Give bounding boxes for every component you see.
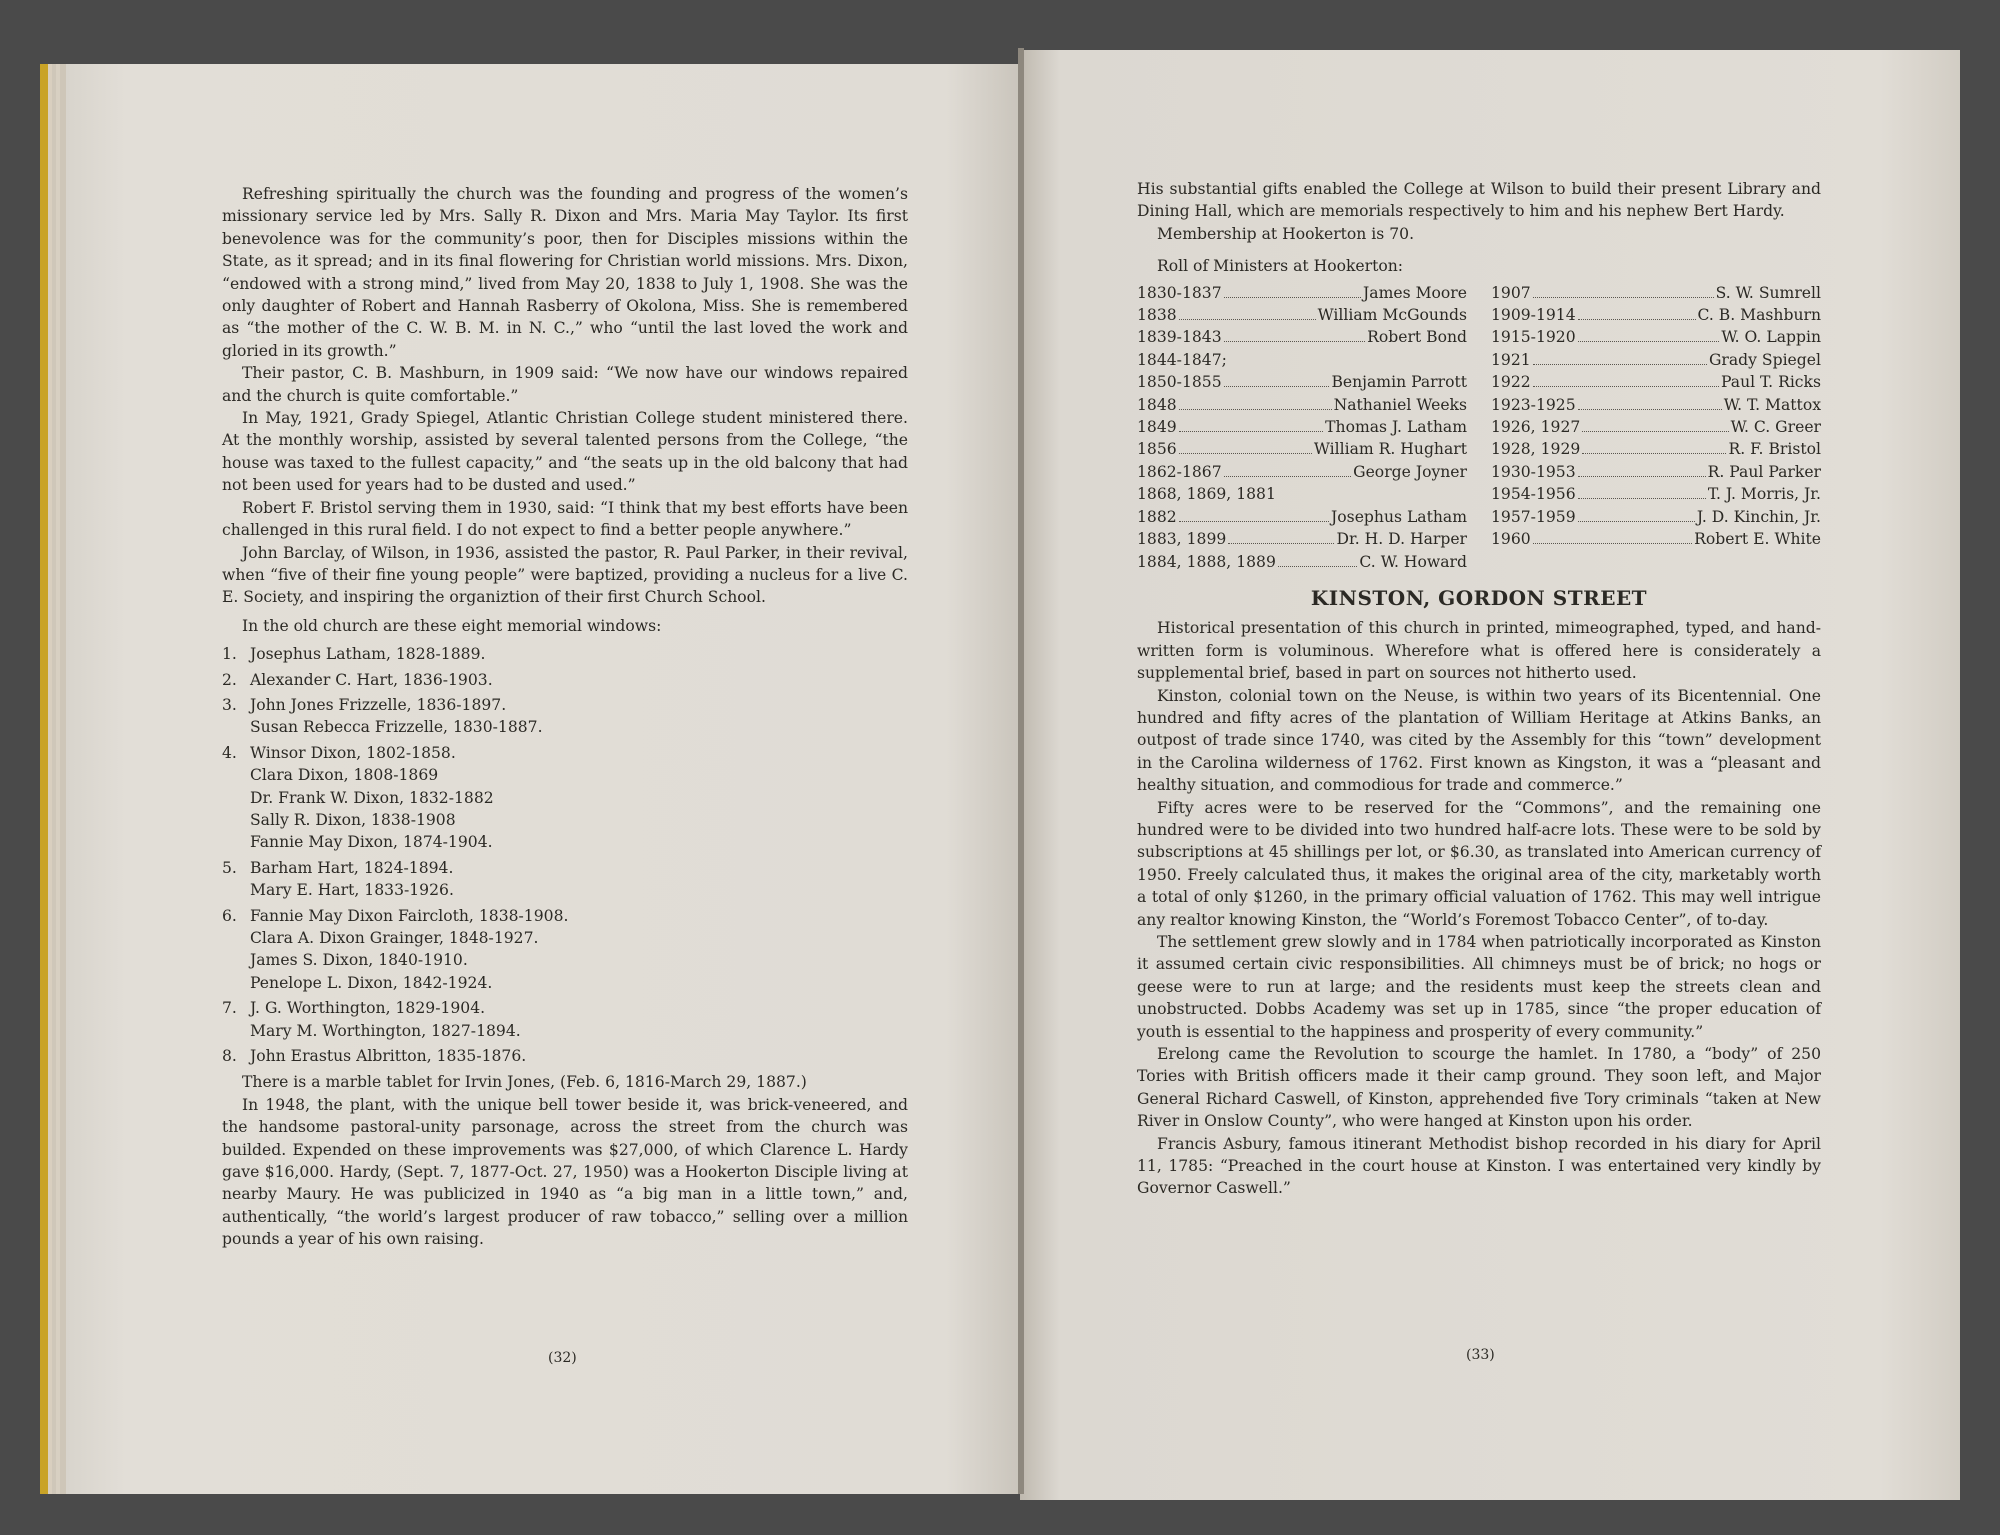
roll-entry	[1137, 528, 1467, 550]
roll-entry	[1491, 349, 1821, 371]
memorial-number: 2.	[222, 670, 237, 689]
roll-years: 1909-1914	[1491, 306, 1576, 325]
roll-minister-name: William McGounds	[1317, 306, 1467, 325]
dot-leader	[1224, 297, 1361, 298]
roll-entry	[1491, 461, 1821, 483]
memorial-name: Clara A. Dixon Grainger, 1848-1927.	[250, 929, 539, 947]
roll-years: 1849	[1137, 418, 1177, 437]
memorial-number: 7.	[222, 999, 237, 1018]
memorial-number: 4.	[222, 743, 237, 762]
paragraph: Their pastor, C. B. Mashburn, in 1909 said: “We now have our windows repaired and the church is quite comfortable.”	[222, 364, 908, 405]
roll-years: 1915-1920	[1491, 328, 1576, 347]
section-heading: KINSTON, GORDON STREET	[1310, 585, 1648, 610]
dot-leader	[1582, 431, 1728, 432]
memorial-name: J. G. Worthington, 1829-1904.	[250, 999, 486, 1018]
memorial-name: Mary E. Hart, 1833-1926.	[250, 881, 454, 900]
memorial-number: 1.	[222, 645, 237, 664]
roll-entry	[1137, 304, 1467, 326]
roll-entry	[1137, 349, 1467, 371]
roll-entry	[1491, 282, 1821, 304]
memorial-item	[222, 694, 908, 739]
roll-years: 1868, 1869, 1881	[1137, 485, 1276, 504]
memorial-names	[250, 742, 494, 854]
memorial-number: 8.	[222, 1047, 237, 1066]
roll-of-ministers	[1137, 282, 1821, 573]
memorial-names	[250, 1045, 526, 1067]
roll-years: 1960	[1491, 530, 1531, 549]
dot-leader	[1179, 319, 1316, 320]
roll-years: 1862-1867	[1137, 462, 1222, 481]
memorial-name: Barham Hart, 1824-1894.	[250, 858, 454, 877]
roll-years: 1921	[1491, 350, 1531, 369]
roll-entry	[1137, 461, 1467, 483]
roll-years: 1838	[1137, 306, 1177, 325]
dot-leader	[1179, 409, 1332, 410]
roll-minister-name: Robert Bond	[1367, 328, 1467, 347]
roll-entry	[1137, 483, 1467, 505]
roll-years: 1830-1837	[1137, 283, 1222, 302]
roll-minister-name: W. T. Mattox	[1723, 395, 1821, 414]
memorial-item	[222, 1045, 908, 1067]
roll-entry	[1137, 506, 1467, 528]
memorial-name: Sally R. Dixon, 1838-1908	[250, 810, 456, 829]
roll-minister-name: William R. Hughart	[1313, 440, 1467, 459]
roll-years: 1856	[1137, 440, 1177, 459]
memorial-name: Alexander C. Hart, 1836-1903.	[250, 670, 493, 689]
roll-minister-name: R. Paul Parker	[1707, 462, 1821, 481]
dot-leader	[1578, 409, 1722, 410]
roll-years: 1954-1956	[1491, 485, 1576, 504]
roll-column-right	[1491, 282, 1821, 573]
memorial-name: James S. Dixon, 1840-1910.	[250, 951, 468, 970]
memorial-name: Winsor Dixon, 1802-1858.	[250, 743, 456, 762]
roll-entry	[1137, 416, 1467, 438]
roll-years: 1923-1925	[1491, 395, 1576, 414]
paragraph: Robert F. Bristol serving them in 1930, said: “I think that my best efforts have been challenged in this rural field. I do not expect to find a better people anywhere.”	[222, 498, 908, 540]
roll-minister-name: Robert E. White	[1694, 530, 1821, 549]
memorial-number: 3.	[222, 695, 237, 714]
roll-years: 1957-1959	[1491, 507, 1576, 526]
roll-years: 1907	[1491, 283, 1531, 302]
roll-minister-name: Nathaniel Weeks	[1333, 395, 1467, 414]
memorial-name: Susan Rebecca Frizzelle, 1830-1887.	[250, 718, 543, 737]
dot-leader	[1533, 543, 1692, 544]
paragraph: Kinston, colonial town on the Neuse, is within two years of its Bicentennial. One hundred and fifty acres of the plantation of William Heritage at Atkins Banks, an outpost of trade since 1740, was cited by the Assembly for this “town” development in the Carolina wilderness of 1762. First known as Kingston, it was a “pleasant and healthy situation, and commodious for trade and commerce.”	[1137, 686, 1821, 795]
paragraph: In May, 1921, Grady Spiegel, Atlantic Christian College student ministered there. At the monthly worship, assisted by several talented persons from the College, “the house was taxed to the fullest capacity,” and “the seats up in the old balcony that had not been used for years had to be dusted and used.”	[222, 409, 908, 495]
left-page-text	[222, 183, 908, 1251]
memorial-names	[250, 997, 521, 1042]
dot-leader	[1578, 498, 1706, 499]
memorial-item	[222, 669, 908, 691]
paragraph: In the old church are these eight memorial windows:	[242, 616, 662, 635]
memorial-name: Fannie May Dixon Faircloth, 1838-1908.	[250, 906, 569, 925]
roll-entry	[1491, 326, 1821, 348]
roll-years: 1883, 1899	[1137, 530, 1227, 549]
roll-minister-name: T. J. Morris, Jr.	[1707, 485, 1821, 504]
roll-entry	[1137, 394, 1467, 416]
roll-entry	[1137, 326, 1467, 348]
memorial-windows-list	[222, 643, 908, 1067]
memorial-number: 6.	[222, 906, 237, 925]
memorial-names	[250, 694, 543, 739]
paragraph: In 1948, the plant, with the unique bell tower beside it, was brick-veneered, and the handsome pastoral-unity parsonage, across the street from the church was builded. Expended on these improvements was $27,000, of which Clarence L. Hardy gave $16,000. Hardy, (Sept. 7, 1877-Oct. 27, 1950) was a Hookerton Disciple living at nearby Maury. He was publicized in 1940 as “a big man in a little town,” and, authentically, “the world’s largest producer of raw tobacco,” selling over a million pounds a year of his own raising.	[222, 1095, 908, 1249]
memorial-item	[222, 742, 908, 854]
paragraph: Membership at Hookerton is 70.	[1157, 224, 1415, 243]
memorial-item	[222, 905, 908, 995]
roll-minister-name: George Joyner	[1353, 462, 1467, 481]
dot-leader	[1179, 453, 1312, 454]
roll-years: 1882	[1137, 507, 1177, 526]
roll-column-left	[1137, 282, 1467, 573]
roll-years: 1922	[1491, 373, 1531, 392]
dot-leader	[1224, 476, 1351, 477]
dot-leader	[1278, 566, 1358, 567]
paragraph: John Barclay, of Wilson, in 1936, assisted the pastor, R. Paul Parker, in their revival, when “five of their fine young people” were baptized, providing a nucleus for a live C. E. Society, and inspiring the organiztion of their first Church School.	[222, 543, 908, 607]
dot-leader	[1582, 453, 1726, 454]
roll-entry	[1137, 551, 1467, 573]
roll-entry	[1491, 371, 1821, 393]
roll-entry	[1491, 304, 1821, 326]
roll-minister-name: Grady Spiegel	[1708, 350, 1821, 369]
memorial-names	[250, 669, 493, 691]
roll-minister-name: Thomas J. Latham	[1325, 418, 1467, 437]
memorial-name: John Erastus Albritton, 1835-1876.	[250, 1047, 527, 1066]
dot-leader	[1179, 431, 1323, 432]
memorial-name: Fannie May Dixon, 1874-1904.	[250, 833, 493, 852]
paragraph: His substantial gifts enabled the College at Wilson to build their present Library and Dining Hall, which are memorials respectively to him and his nephew Bert Hardy.	[1137, 180, 1821, 221]
dot-leader	[1578, 476, 1706, 477]
right-page-text	[1137, 178, 1821, 1200]
paragraph: Fifty acres were to be reserved for the “Commons”, and the remaining one hundred were to be divided into two hundred half-acre lots. These were to be sold by subscriptions at 45 shillings per lot, or $6.30, as translated into American currency of 1950. Freely calculated thus, it makes the original area of the city, marketably worth a total of only $1260, in the primary official valuation of 1762. This may well intrigue any realtor knowing Kinston, the “World’s Foremost Tobacco Center”, of to-day.	[1137, 798, 1821, 929]
memorial-names	[250, 905, 568, 995]
memorial-name: Mary M. Worthington, 1827-1894.	[250, 1021, 521, 1040]
roll-entry	[1491, 506, 1821, 528]
dot-leader	[1578, 319, 1696, 320]
roll-entry	[1137, 438, 1467, 460]
roll-minister-name: James Moore	[1363, 283, 1467, 302]
roll-years: 1848	[1137, 395, 1177, 414]
dot-leader	[1224, 386, 1330, 387]
paragraph: There is a marble tablet for Irvin Jones, (Feb. 6, 1816-March 29, 1887.)	[242, 1073, 807, 1092]
roll-entry	[1137, 371, 1467, 393]
roll-entry	[1491, 528, 1821, 550]
roll-minister-name: Josephus Latham	[1331, 507, 1467, 526]
roll-years: 1844-1847;	[1137, 350, 1227, 369]
roll-minister-name: Benjamin Parrott	[1331, 373, 1467, 392]
roll-minister-name: J. D. Kinchin, Jr.	[1696, 507, 1821, 526]
memorial-item	[222, 857, 908, 902]
memorial-name: Josephus Latham, 1828-1889.	[250, 645, 486, 664]
dot-leader	[1533, 297, 1714, 298]
memorial-names	[250, 643, 485, 665]
roll-minister-name: W. O. Lappin	[1721, 328, 1821, 347]
memorial-name: Clara Dixon, 1808-1869	[250, 766, 439, 785]
roll-minister-name: C. W. Howard	[1359, 552, 1467, 571]
roll-years: 1850-1855	[1137, 373, 1222, 392]
paragraph: The settlement grew slowly and in 1784 when patriotically incorporated as Kinston it assumed certain civic responsibilities. All chimneys must be of brick; no hogs or geese were to run at large; and the residents must keep the streets clean and unobstructed. Dobbs Academy was set up in 1785, since “the proper education of youth is essential to the happiness and prosperity of every community.”	[1137, 933, 1821, 1041]
roll-years: 1930-1953	[1491, 462, 1576, 481]
page-number-left: (32)	[548, 1350, 577, 1366]
page-number-right: (33)	[1466, 1347, 1495, 1363]
dot-leader	[1578, 341, 1720, 342]
paragraph: Refreshing spiritually the church was the founding and progress of the women’s missionary service led by Mrs. Sally R. Dixon and Mrs. Maria May Taylor. Its first benevolence was for the community’s poor, then for Disciples missions within the State, as it spread; and in its final flowering for Christian world missions. Mrs. Dixon, “endowed with a strong mind,” lived from May 20, 1838 to July 1, 1908. She was the only daughter of Robert and Hannah Rasberry of Okolona, Miss. She is remembered as “the mother of the C. W. B. M. in N. C.,” who “until the last loved the work and gloried in its growth.”	[222, 185, 908, 360]
roll-minister-name: C. B. Mashburn	[1697, 306, 1821, 325]
dot-leader	[1533, 386, 1719, 387]
memorial-name: John Jones Frizzelle, 1836-1897.	[250, 695, 507, 714]
roll-years: 1926, 1927	[1491, 418, 1581, 437]
dot-leader	[1533, 364, 1707, 365]
memorial-name: Penelope L. Dixon, 1842-1924.	[250, 973, 493, 992]
dot-leader	[1224, 341, 1365, 342]
roll-years: 1884, 1888, 1889	[1137, 552, 1276, 571]
roll-minister-name: Dr. H. D. Harper	[1336, 530, 1467, 549]
roll-entry	[1491, 483, 1821, 505]
dot-leader	[1179, 521, 1329, 522]
roll-minister-name: R. F. Bristol	[1728, 440, 1821, 459]
roll-title: Roll of Ministers at Hookerton:	[1157, 257, 1404, 276]
book-spine	[1018, 48, 1024, 1494]
roll-minister-name: S. W. Sumrell	[1715, 283, 1821, 302]
paragraph: Historical presentation of this church in printed, mimeographed, typed, and hand-written form is voluminous. Wherefore what is offered here is considerately a supplemental brief, based in part on sources not hitherto used.	[1137, 619, 1821, 683]
roll-years: 1839-1843	[1137, 328, 1222, 347]
memorial-names	[250, 857, 454, 902]
memorial-name: Dr. Frank W. Dixon, 1832-1882	[250, 788, 494, 807]
roll-minister-name: Paul T. Ricks	[1720, 373, 1821, 392]
paragraph: Erelong came the Revolution to scourge the hamlet. In 1780, a “body” of 250 Tories with British officers made it their camp ground. They soon left, and Major General Richard Caswell, of Kinston, apprehended five Tory criminals “taken at New River in Onslow County”, who were hanged at Kinston upon his order.	[1137, 1045, 1821, 1131]
memorial-number: 5.	[222, 858, 237, 877]
roll-entry	[1491, 438, 1821, 460]
roll-entry	[1491, 394, 1821, 416]
dot-leader	[1228, 543, 1334, 544]
memorial-item	[222, 997, 908, 1042]
memorial-item	[222, 643, 908, 665]
roll-entry	[1137, 282, 1467, 304]
roll-entry	[1491, 416, 1821, 438]
paragraph: Francis Asbury, famous itinerant Methodist bishop recorded in his diary for April 11, 1785: “Preached in the court house at Kinston. I was entertained very kindly by Governor Caswell.”	[1137, 1134, 1821, 1198]
roll-years: 1928, 1929	[1491, 440, 1581, 459]
roll-minister-name: W. C. Greer	[1730, 418, 1821, 437]
dot-leader	[1578, 521, 1695, 522]
